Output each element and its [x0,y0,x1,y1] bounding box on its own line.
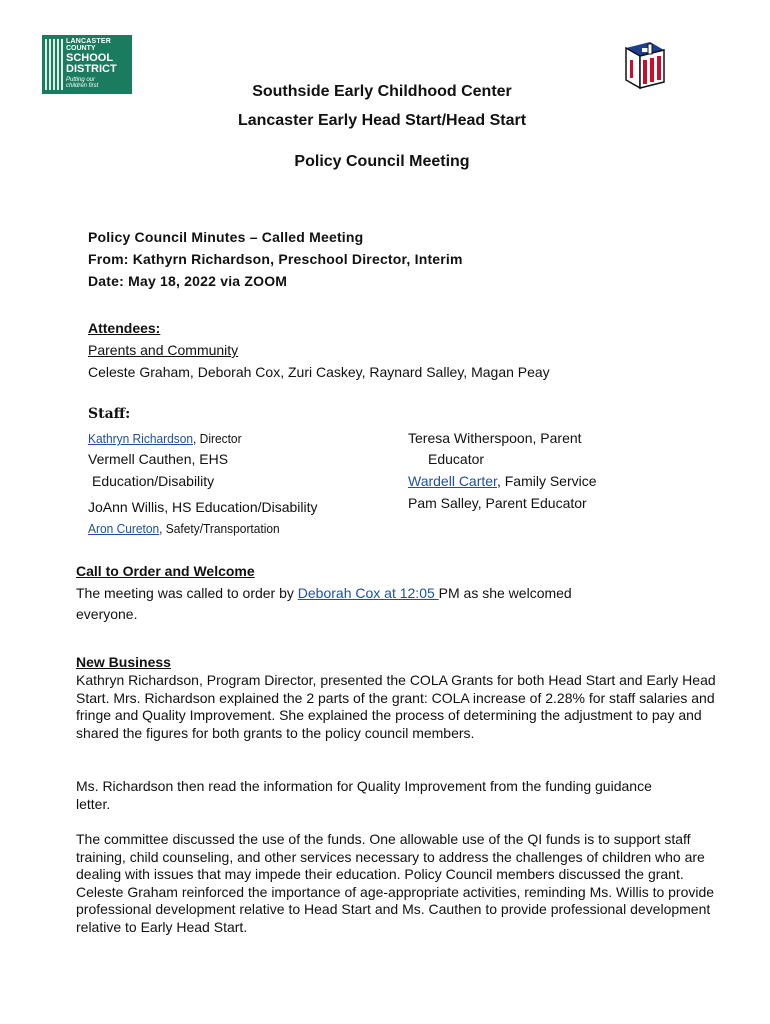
parents-heading: Parents and Community [88,342,239,358]
new-business-p1: Kathryn Richardson, Program Director, presented the COLA Grants for both Head Start and Early Head Start. Mrs. Richardson explained the 2 parts of the grant: COLA increase of 2.28% for staff salaries and fringe and Quality Improvement. She explained the process of determining the adjustment to pay and shared the figures for both grants to the policy council members. [76,672,716,741]
staff-item-text [88,521,280,536]
new-business-heading: New Business [76,654,171,670]
hs-figure [648,44,652,54]
staff-role: , Family Service [496,473,597,489]
call-to-order-heading: Call to Order and Welcome [76,563,255,579]
hs-stripe2 [650,58,654,82]
parents-list: Celeste Graham, Deborah Cox, Zuri Caskey, Raynard Salley, Magan Peay [88,364,550,380]
from-line: From: Kathyrn Richardson, Preschool Director, Interim [88,251,463,267]
staff-role: , Safety/Transportation [159,521,280,536]
logo-line4: DISTRICT [66,63,117,75]
staff-item: JoAnn Willis, HS Education/Disability [88,499,318,515]
new-business-p3: The committee discussed the use of the funds. One allowable use of the QI funds is to support staff training, child counseling, and other services necessary to address the challenges of children who are dealing with issues that may impede their education. Policy Council members discussed the grant. Celeste Graham reinforced the importance of age-appropriate activities, reminding Ms. Willis to provide professional development relative to Head Start and Ms. Cauthen to provide professional development relative to Early Head Start. [76,831,715,935]
staff-item [408,473,597,489]
staff-item [88,520,296,536]
cto-post: PM as she welcomed [438,585,572,601]
logo-tagline2: children first [66,83,99,89]
district-logo-text [66,38,117,89]
staff-item-text [88,431,242,446]
staff-item: Education/Disability [92,473,215,489]
staff-heading: Staff: [88,406,131,422]
new-business-p2: Ms. Richardson then read the information for Quality Improvement from the funding guidance letter. [76,778,652,812]
call-to-order-text-line2: everyone. [76,606,138,622]
minutes-line: Policy Council Minutes – Called Meeting [88,229,364,245]
hs-stripe1 [643,60,647,84]
cto-pre: The meeting was called to order by [76,585,298,601]
call-to-order-text [76,585,716,603]
staff-item: Teresa Witherspoon, Parent [408,430,582,446]
hs-star [642,48,648,52]
hs-stripe4 [630,60,633,78]
staff-item [88,430,255,446]
staff-link-carter[interactable]: Wardell Carter [408,473,497,489]
staff-role: , Director [193,431,242,446]
attendees-heading: Attendees: [88,320,161,336]
program-title: Lancaster Early Head Start/Head Start [237,112,527,129]
meeting-title: Policy Council Meeting [294,153,470,170]
staff-item: Vermell Cauthen, EHS [88,451,229,467]
hs-stripe3 [657,56,661,80]
logo-line3: SCHOOL [66,52,114,64]
cto-link[interactable]: Deborah Cox at 12:05 [297,585,439,601]
logo-line2: COUNTY [66,45,96,52]
logo-tagline1: Putting our [66,77,96,83]
logo-line1: LANCASTER [66,38,111,45]
staff-item: Educator [428,451,485,467]
staff-link-cureton[interactable]: Aron Cureton [88,521,160,536]
staff-item: Pam Salley, Parent Educator [408,495,587,511]
staff-link-richardson[interactable]: Kathryn Richardson [88,431,194,446]
center-title: Southside Early Childhood Center [252,83,512,100]
date-line: Date: May 18, 2022 via ZOOM [88,273,288,289]
